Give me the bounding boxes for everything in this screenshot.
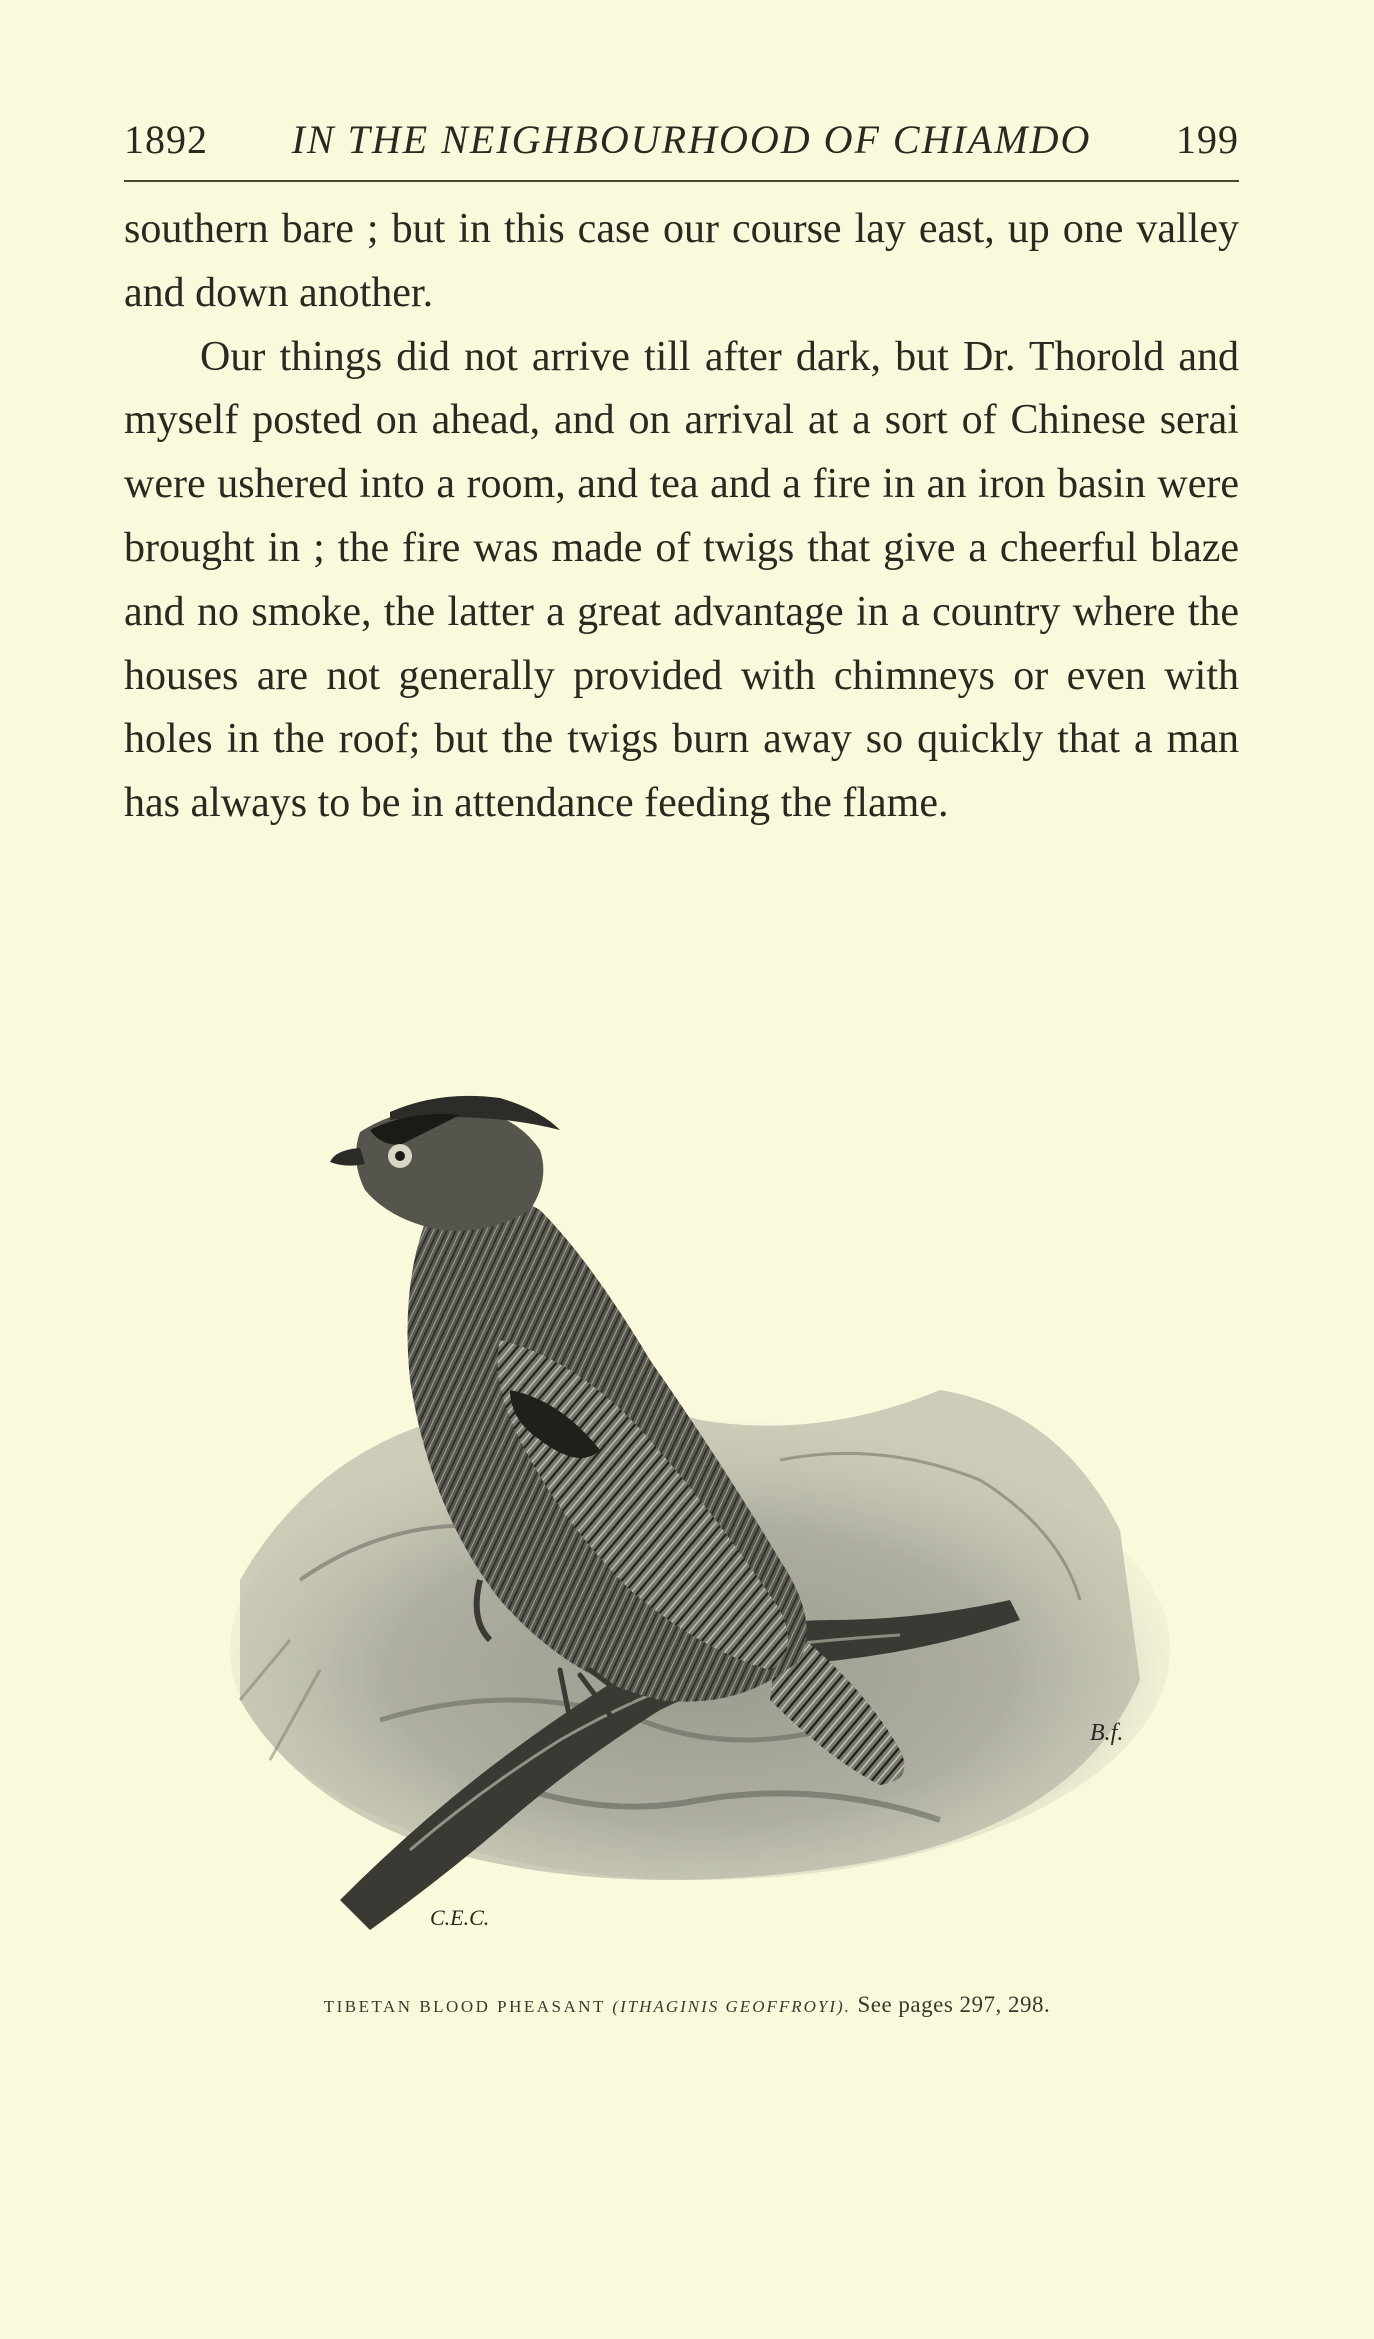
running-head-title: IN THE NEIGHBOURHOOD OF CHIAMDO — [291, 117, 1092, 162]
figure-caption — [100, 1992, 1274, 2018]
body-text — [124, 198, 1239, 836]
running-head-year: 1892 — [124, 117, 208, 162]
artist-signature: C.E.C. — [430, 1905, 490, 1930]
bird-illustration — [180, 1060, 1180, 1960]
engraver-mark: B.f. — [1090, 1720, 1124, 1746]
paragraph-1: southern bare ; but in this case our course lay east, up one valley and down another. — [124, 206, 1239, 316]
caption-page-reference: See pages 297, 298. — [857, 1992, 1051, 2017]
paragraph-2: Our things did not arrive till after dark, but Dr. Thorold and myself posted on ahead, and on arrival at a sort of Chinese serai were ushered into a room, and tea and a fire in an iron basin were brought in ; the fire was made of twigs that give a cheerful blaze and no smoke, the latter a great advantage in a country where the houses are not generally provided with chimneys or even with holes in the roof; but the twigs burn away so quickly that a man has always to be in attendance feeding the flame. — [124, 333, 1239, 827]
caption-latin-name: (ITHAGINIS GEOFFROYI). — [612, 1997, 851, 2016]
caption-title: TIBETAN BLOOD PHEASANT — [323, 1997, 606, 2016]
header-rule — [124, 180, 1239, 182]
page-number: 199 — [1176, 117, 1239, 162]
running-head — [124, 108, 1239, 168]
